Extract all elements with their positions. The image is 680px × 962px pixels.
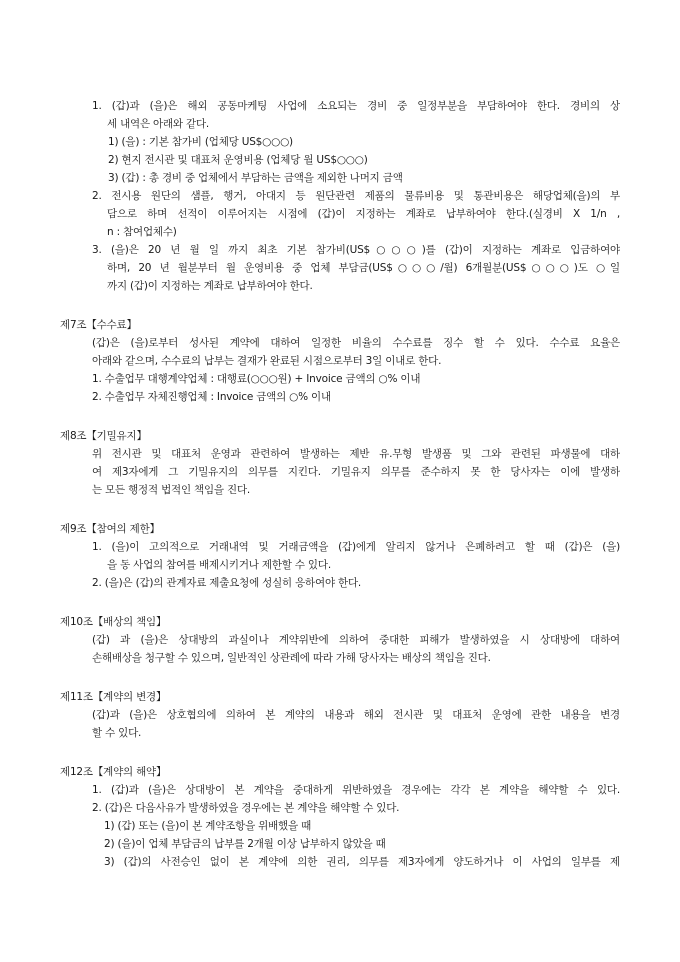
document-text-line: 을 동 사업의 참여를 배제시키거나 제한할 수 있다. [107,559,331,571]
document-text-line: 까지 (갑)이 지정하는 계좌로 납부하여야 한다. [107,280,313,292]
document-text-line: 위 전시관 및 대표처 운영과 관련하여 발생하는 제반 유.무형 발생품 및 그와 관련된 파생물에 대하 [92,448,620,460]
document-text-line: 2. (갑)은 다음사유가 발생하였을 경우에는 본 계약을 해약할 수 있다. [92,802,400,814]
article-heading: 제10조【배상의 책임】 [60,616,167,628]
document-text-line: 1) (갑) 또는 (을)이 본 계약조항을 위배했을 때 [104,820,312,832]
document-text-line: 2. 전시용 원단의 샘플, 행거, 아대지 등 원단관련 제품의 물류비용 및 통관비용은 해당업체(을)의 부 [92,190,620,202]
document-text-line: 1) (을) : 기본 참가비 (업체당 US$○○○) [108,136,293,148]
document-text-line: 3. (을)은 20 년 월 일 까지 최초 기본 참가비(US$○○○)를 (갑)이 지정하는 계좌로 입금하여야 [92,244,620,256]
document-text-line: 여 제3자에게 그 기밀유지의 의무를 지킨다. 기밀유지 의무를 준수하지 못 한 당사자는 이에 발생하 [92,466,620,478]
article-heading: 제12조【계약의 해약】 [60,766,167,778]
document-text-line: 는 모든 행정적 법적인 책임을 진다. [92,484,251,496]
document-text-line: 할 수 있다. [92,727,142,739]
article-heading: 제11조【계약의 변경】 [60,691,167,703]
document-text-line: (갑)은 (을)로부터 성사된 계약에 대하여 일정한 비율의 수수료를 징수 할 수 있다. 수수료 요율은 [92,337,620,349]
document-text-line: 2. (을)은 (갑)의 관계자료 제출요청에 성실히 응하여야 한다. [92,577,362,589]
document-text-line: 3) (갑)의 사전승인 없이 본 계약에 의한 권리, 의무를 제3자에게 양도하거나 이 사업의 일부를 제 [104,856,620,868]
document-text-line: 1. 수출업무 대행계약업체 : 대행료(○○○원) + Invoice 금액의 ○% 이내 [92,373,421,385]
document-text-line: 2) 현지 전시관 및 대표처 운영비용 (업체당 월 US$○○○) [108,154,368,166]
document-text-line: 세 내역은 아래와 같다. [107,118,210,130]
document-text-line: 1. (갑)과 (을)은 상대방이 본 계약을 중대하게 위반하였을 경우에는 각각 본 계약을 해약할 수 있다. [92,784,620,796]
document-text-line: 손해배상을 청구할 수 있으며, 일반적인 상관례에 따라 가해 당사자는 배상의 책임을 진다. [92,652,491,664]
document-text-line: (갑)과 (을)은 상호협의에 의하여 본 계약의 내용과 해외 전시관 및 대표처 운영에 관한 내용을 변경 [92,709,620,721]
document-text-line: 1. (을)이 고의적으로 거래내역 및 거래금액을 (갑)에게 알리지 않거나 은폐하려고 할 때 (갑)은 (을) [92,541,620,553]
article-heading: 제8조【기밀유지】 [60,430,147,442]
document-text-line: n : 참여업체수) [107,226,177,238]
document-text-line: 하며, 20 년 월분부터 월 운영비용 중 업체 부담금(US$○○○/월) 6개월분(US$○○○)도 ○일 [107,262,620,274]
document-text-line: (갑) 과 (을)은 상대방의 과실이나 계약위반에 의하여 중대한 피해가 발생하였을 시 상대방에 대하여 [92,634,620,646]
document-text-line: 1. (갑)과 (을)은 해외 공동마케팅 사업에 소요되는 경비 중 일정부분을 부담하여야 한다. 경비의 상 [92,100,620,112]
document-text-line: 2) (을)이 업체 부담금의 납부를 2개월 이상 납부하지 않았을 때 [104,838,386,850]
article-heading: 제9조【참여의 제한】 [60,523,160,535]
document-text-line: 담으로 하며 선적이 이루어지는 시점에 (갑)이 지정하는 계좌로 납부하여야 한다.(실경비 X 1/n , [107,208,620,220]
document-text-line: 3) (갑) : 총 경비 중 업체에서 부담하는 금액을 제외한 나머지 금액 [108,172,403,184]
article-heading: 제7조【수수료】 [60,319,137,331]
document-text-line: 아래와 같으며, 수수료의 납부는 결재가 완료된 시점으로부터 3일 이내로 한다. [92,355,442,367]
document-text-line: 2. 수출업무 자체진행업체 : Invoice 금액의 ○% 이내 [92,391,331,403]
